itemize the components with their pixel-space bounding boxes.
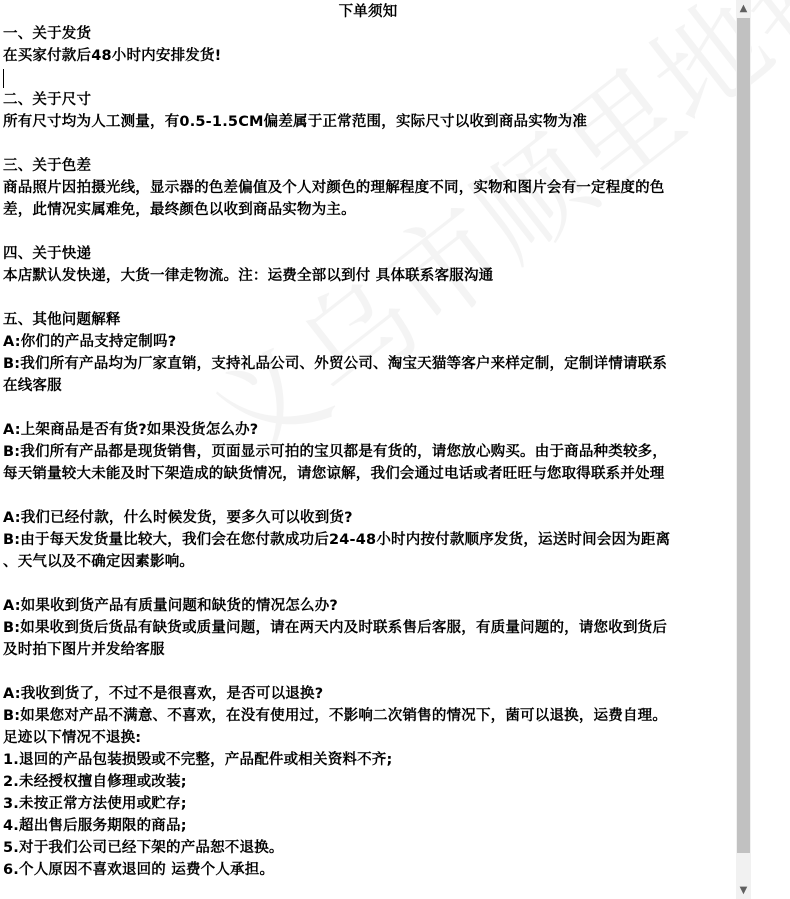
faq-answer-3-line-1: B:由于每天发货量比较大，我们会在您付款成功后24-48小时内按付款顺序发货，运送时间会因为距离 — [3, 532, 671, 548]
blank-line — [3, 221, 733, 243]
faq-question-5: A:我收到货了，不过不是很喜欢，是否可以退换? — [3, 686, 324, 702]
return-rule-3: 3.未按正常方法使用或贮存; — [3, 796, 187, 812]
text-cursor — [3, 69, 4, 88]
faq-answer-5-line-1: B:如果您对产品不满意、不喜欢，在没有使用过，不影响二次销售的情况下，菌可以退换，运费自理。 — [3, 708, 668, 724]
faq-question-2: A:上架商品是否有货?如果没货怎么办? — [3, 422, 259, 438]
blank-line — [3, 133, 733, 155]
return-rule-5: 5.对于我们公司已经下架的产品恕不退换。 — [3, 840, 284, 856]
scroll-thumb[interactable] — [737, 18, 750, 853]
faq-answer-1-line-1: B:我们所有产品均为厂家直销，支持礼品公司、外贸公司、淘宝天猫等客户来样定制，定制详情请联系 — [3, 356, 668, 372]
section-heading-express: 四、关于快递 — [3, 246, 92, 262]
section-text-shipping: 在买家付款后48小时内安排发货! — [3, 48, 222, 64]
blank-line — [3, 661, 733, 683]
faq-question-1: A:你们的产品支持定制吗? — [3, 334, 177, 350]
return-rule-1: 1.退回的产品包装损毁或不完整，产品配件或相关资料不齐; — [3, 752, 393, 768]
return-rule-6: 6.个人原因不喜欢退回的 运费个人承担。 — [3, 862, 275, 878]
notice-title: 下单须知 — [338, 4, 398, 20]
scroll-up-arrow-icon[interactable]: ▲ — [739, 3, 748, 14]
faq-answer-2-line-1: B:我们所有产品都是现货销售，页面显示可拍的宝贝都是有货的，请您放心购买。由于商品种类较多， — [3, 444, 668, 460]
blank-line — [3, 485, 733, 507]
section-text-express: 本店默认发快递，大货一律走物流。注：运费全部以到付 具体联系客服沟通 — [3, 268, 494, 284]
faq-answer-4-line-1: B:如果收到货后货品有缺货或质量问题，请在两天内及时联系售后客服，有质量问题的，请您收到货后 — [3, 620, 668, 636]
section-heading-faq: 五、其他问题解释 — [3, 312, 121, 328]
vertical-scrollbar[interactable] — [736, 0, 751, 899]
section-heading-size: 二、关于尺寸 — [3, 92, 92, 108]
section-text-color-1: 商品照片因拍摄光线，显示器的色差偏值及个人对颜色的理解程度不同，实物和图片会有一定程度的色 — [3, 180, 665, 196]
blank-line — [3, 573, 733, 595]
faq-question-3: A:我们已经付款，什么时候发货，要多久可以收到货? — [3, 510, 353, 526]
notice-document[interactable] — [3, 0, 733, 881]
faq-answer-4-line-2: 及时拍下图片并发给客服 — [3, 642, 165, 658]
section-heading-shipping: 一、关于发货 — [3, 26, 92, 42]
text-cursor-line — [3, 67, 733, 89]
section-heading-color: 三、关于色差 — [3, 158, 92, 174]
faq-answer-1-line-2: 在线客服 — [3, 378, 62, 394]
scroll-down-arrow-icon[interactable]: ▼ — [739, 885, 748, 896]
section-text-color-2: 差，此情况实属难免，最终颜色以收到商品实物为主。 — [3, 202, 356, 218]
blank-line — [3, 287, 733, 309]
return-rule-2: 2.未经授权擅自修理或改装; — [3, 774, 187, 790]
section-text-size: 所有尺寸均为人工测量，有0.5-1.5CM偏差属于正常范围，实际尺寸以收到商品实物为准 — [3, 114, 588, 130]
faq-question-4: A:如果收到货产品有质量问题和缺货的情况怎么办? — [3, 598, 338, 614]
faq-answer-5-line-2: 足迹以下情况不退换: — [3, 730, 142, 746]
faq-answer-2-line-2: 每天销量较大未能及时下架造成的缺货情况，请您谅解，我们会通过电话或者旺旺与您取得联系并处理 — [3, 466, 665, 482]
return-rule-4: 4.超出售后服务期限的商品; — [3, 818, 187, 834]
faq-answer-3-line-2: 、天气以及不确定因素影响。 — [3, 554, 195, 570]
blank-line — [3, 397, 733, 419]
